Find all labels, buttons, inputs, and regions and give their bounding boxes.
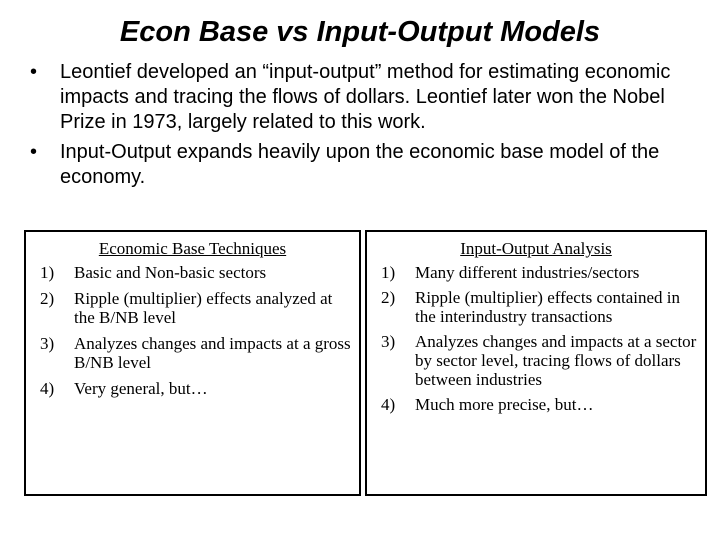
item-text: Analyzes changes and impacts at a sector by sector level, tracing flows of dollars between industries	[415, 332, 697, 389]
item-text: Very general, but…	[74, 379, 208, 398]
economic-base-box	[24, 230, 361, 496]
item-number: 4)	[381, 395, 396, 414]
input-output-box	[365, 230, 707, 496]
item-number: 2)	[381, 288, 396, 307]
item-text: Ripple (multiplier) effects contained in the interindustry transactions	[415, 288, 680, 326]
item-text: Many different industries/sectors	[415, 263, 640, 282]
item-number: 2)	[40, 289, 55, 308]
list-item	[26, 289, 351, 327]
bullet-dot-icon: •	[30, 141, 38, 163]
input-output-title: Input-Output Analysis	[460, 239, 612, 258]
item-number: 3)	[381, 332, 396, 351]
list-item	[367, 395, 697, 414]
item-text: Much more precise, but…	[415, 395, 594, 414]
item-text: Basic and Non-basic sectors	[74, 263, 267, 282]
bullet-dot-icon: •	[30, 61, 38, 83]
list-item	[26, 263, 351, 282]
list-item	[26, 379, 351, 398]
item-text: Ripple (multiplier) effects analyzed at the B/NB level	[74, 289, 333, 327]
item-text: Analyzes changes and impacts at a gross B/NB level	[74, 334, 351, 372]
bullet-text: Input-Output expands heavily upon the economic base model of the economy.	[60, 141, 660, 188]
bullet-text: Leontief developed an “input-output” method for estimating economic impacts and tracing the flows of dollars. Leontief later won the Nobel Prize in 1973, largely related to this work.	[60, 61, 671, 133]
list-item	[367, 263, 697, 282]
list-item	[26, 334, 351, 372]
bullet-item	[30, 60, 700, 135]
bullet-item	[30, 140, 700, 190]
item-number: 4)	[40, 379, 55, 398]
list-item	[367, 288, 697, 326]
bullet-list	[30, 60, 700, 195]
economic-base-title: Economic Base Techniques	[98, 239, 287, 258]
item-number: 1)	[40, 263, 55, 282]
list-item	[367, 332, 697, 389]
economic-base-list	[26, 263, 359, 398]
slide-title: Econ Base vs Input-Output Models	[119, 16, 601, 48]
item-number: 1)	[381, 263, 396, 282]
input-output-list	[367, 263, 705, 414]
item-number: 3)	[40, 334, 55, 353]
